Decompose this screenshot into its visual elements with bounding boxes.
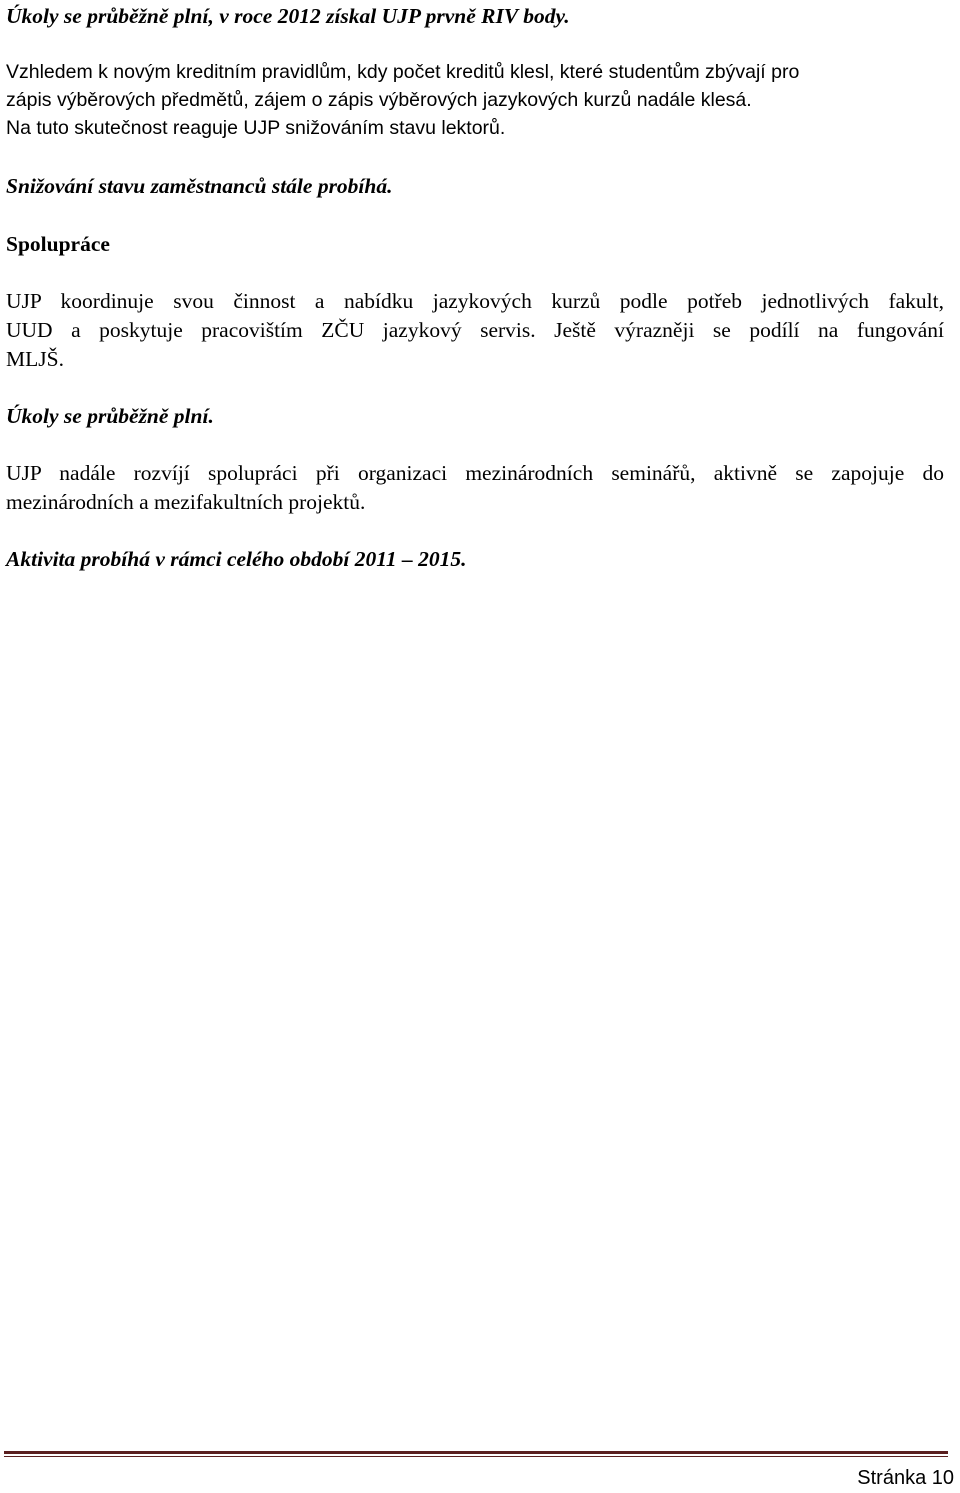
cooperation-paragraph-line-1: UJP koordinuje svou činnost a nabídku jazykových kurzů podle potřeb jednotlivých fakult,	[6, 289, 944, 313]
page-number-label: Stránka 10	[857, 1467, 954, 1489]
cooperation-paragraph-line-2: UUD a poskytuje pracovištím ZČU jazykový servis. Ještě výrazněji se podílí na fungování	[6, 318, 944, 342]
tasks-note: Úkoly se průběžně plní.	[6, 404, 214, 428]
heading-tasks-2012: Úkoly se průběžně plní, v roce 2012 získal UJP prvně RIV body.	[6, 4, 570, 28]
section-heading-cooperation: Spolupráce	[6, 232, 110, 256]
credits-paragraph-line-1: Vzhledem k novým kreditním pravidlům, kdy počet kreditů klesl, které studentům zbývají pro	[6, 61, 800, 83]
seminars-paragraph-line-1: UJP nadále rozvíjí spolupráci při organizaci mezinárodních seminářů, aktivně se zapojuje do	[6, 461, 944, 485]
footer-rule-thick	[4, 1451, 948, 1454]
seminars-paragraph-line-2: mezinárodních a mezifakultních projektů.	[6, 490, 366, 514]
credits-paragraph-line-3: Na tuto skutečnost reaguje UJP snižováním stavu lektorů.	[6, 117, 506, 139]
cooperation-paragraph-line-3: MLJŠ.	[6, 347, 64, 371]
footer-rule-thin	[4, 1456, 948, 1457]
staff-reduction-note: Snižování stavu zaměstnanců stále probíhá.	[6, 174, 393, 198]
activity-note: Aktivita probíhá v rámci celého období 2011 – 2015.	[6, 547, 467, 571]
credits-paragraph-line-2: zápis výběrových předmětů, zájem o zápis výběrových jazykových kurzů nadále klesá.	[6, 89, 752, 111]
